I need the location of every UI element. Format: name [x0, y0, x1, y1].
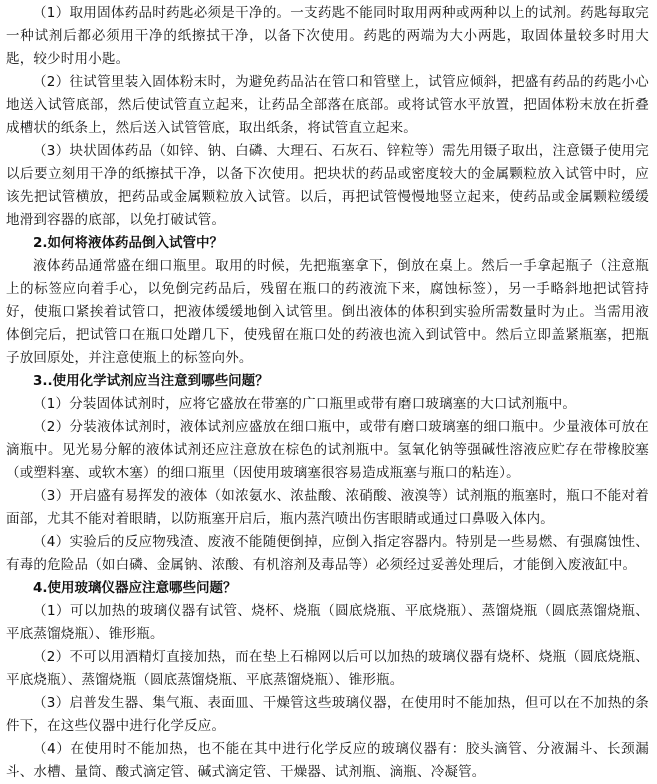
heading-reagent-usage: 3..使用化学试剂应当注意到哪些问题？: [33, 373, 269, 389]
paragraph-liquid-pouring: 液体药品通常盛在细口瓶里。取用的时候，先把瓶塞拿下，倒放在桌上。然后一手拿起瓶子（注意瓶上的标签应向着手心，以免倒完药品后，残留在瓶口的药液流下来，腐蚀标签），另一手略斜地把试管持好，使瓶口紧挨着试管口，把液体缓缓地倒入试管里。倒出液体的体积到实验所需数量时为止。当需用液体倒完后，把试管口在瓶口处蹭几下，使残留在瓶口处的药液也流入到试管中。然后立即盖紧瓶塞，把瓶子放回原处，并注意使瓶上的标签向外。: [6, 258, 649, 366]
paragraph-glassware-gauze: （2）不可以用酒精灯直接加热，而在垫上石棉网以后可以加热的玻璃仪器有烧杯、烧瓶（圆底烧瓶、平底烧瓶）、蒸馏烧瓶（圆底蒸馏烧瓶、平底蒸馏烧瓶）、锥形瓶。: [6, 649, 649, 688]
paragraph-solid-block: （3）块状固体药品（如锌、钠、白磷、大理石、石灰石、锌粒等）需先用镊子取出，注意镊子使用完以后要立刻用干净的纸擦拭干净，以备下次使用。把块状的药品或密度较大的金属颗粒放入试管中时，应该先把试管横放，把药品或金属颗粒放入试管。以后，再把试管慢慢地竖立起来，使药品或金属颗粒缓缓地滑到容器的底部，以免打破试管。: [6, 143, 649, 228]
paragraph-reagent-waste: （4）实验后的反应物残渣、废液不能随便倒掉，应倒入指定容器内。特别是一些易燃、有强腐蚀性、有毒的危险品（如白磷、金属钠、浓酸、有机溶剂及毒品等）必须经过妥善处理后，才能倒入废液缸中。: [6, 534, 649, 573]
paragraph-solid-spoon: （1）取用固体药品时药匙必须是干净的。一支药匙不能同时取用两种或两种以上的试剂。药匙每取完一种试剂后都必须用干净的纸擦拭干净，以备下次使用。药匙的两端为大小两匙，取固体量较多时用大匙，较少时用小匙。: [6, 5, 649, 67]
paragraph-reagent-solid: （1）分装固体试剂时，应将它盛放在带塞的广口瓶里或带有磨口玻璃塞的大口试剂瓶中。: [33, 396, 577, 412]
paragraph-reagent-volatile: （3）开启盛有易挥发的液体（如浓氨水、浓盐酸、浓硝酸、液溴等）试剂瓶的瓶塞时，瓶口不能对着面部，尤其不能对着眼睛，以防瓶塞开启后，瓶内蒸汽喷出伤害眼睛或通过口鼻吸入体内。: [6, 488, 649, 527]
paragraph-glassware-no-heat: （3）启普发生器、集气瓶、表面皿、干燥管这些玻璃仪器，在使用时不能加热，但可以在不加热的条件下，在这些仪器中进行化学反应。: [6, 695, 649, 734]
paragraph-solid-powder: （2）往试管里装入固体粉末时，为避免药品沾在管口和管壁上，试管应倾斜，把盛有药品的药匙小心地送入试管底部，然后使试管直立起来，让药品全部落在底部。或将试管水平放置，把固体粉末放在折叠成槽状的纸条上，然后送入试管管底，取出纸条，将试管直立起来。: [6, 74, 649, 136]
heading-glassware: 4.使用玻璃仪器应注意哪些问题？: [33, 580, 237, 596]
paragraph-glassware-no-reaction: （4）在使用时不能加热，也不能在其中进行化学反应的玻璃仪器有：胶头滴管、分液漏斗、长颈漏斗、水槽、量筒、酸式滴定管、碱式滴定管、干燥器、试剂瓶、滴瓶、冷凝管。: [6, 741, 649, 780]
paragraph-reagent-liquid: （2）分装液体试剂时，液体试剂应盛放在细口瓶中，或带有磨口玻璃塞的细口瓶中。少量液体可放在滴瓶中。见光易分解的液体试剂还应注意放在棕色的试剂瓶中。氢氧化钠等强碱性溶液应贮存在带橡胶塞（或塑料塞、或软木塞）的细口瓶里（因使用玻璃塞很容易造成瓶塞与瓶口的粘连）。: [6, 419, 649, 481]
paragraph-glassware-heatable: （1）可以加热的玻璃仪器有试管、烧杯、烧瓶（圆底烧瓶、平底烧瓶）、蒸馏烧瓶（圆底蒸馏烧瓶、平底蒸馏烧瓶）、锥形瓶。: [6, 603, 649, 642]
heading-liquid-pouring: 2.如何将液体药品倒入试管中？: [33, 235, 224, 251]
